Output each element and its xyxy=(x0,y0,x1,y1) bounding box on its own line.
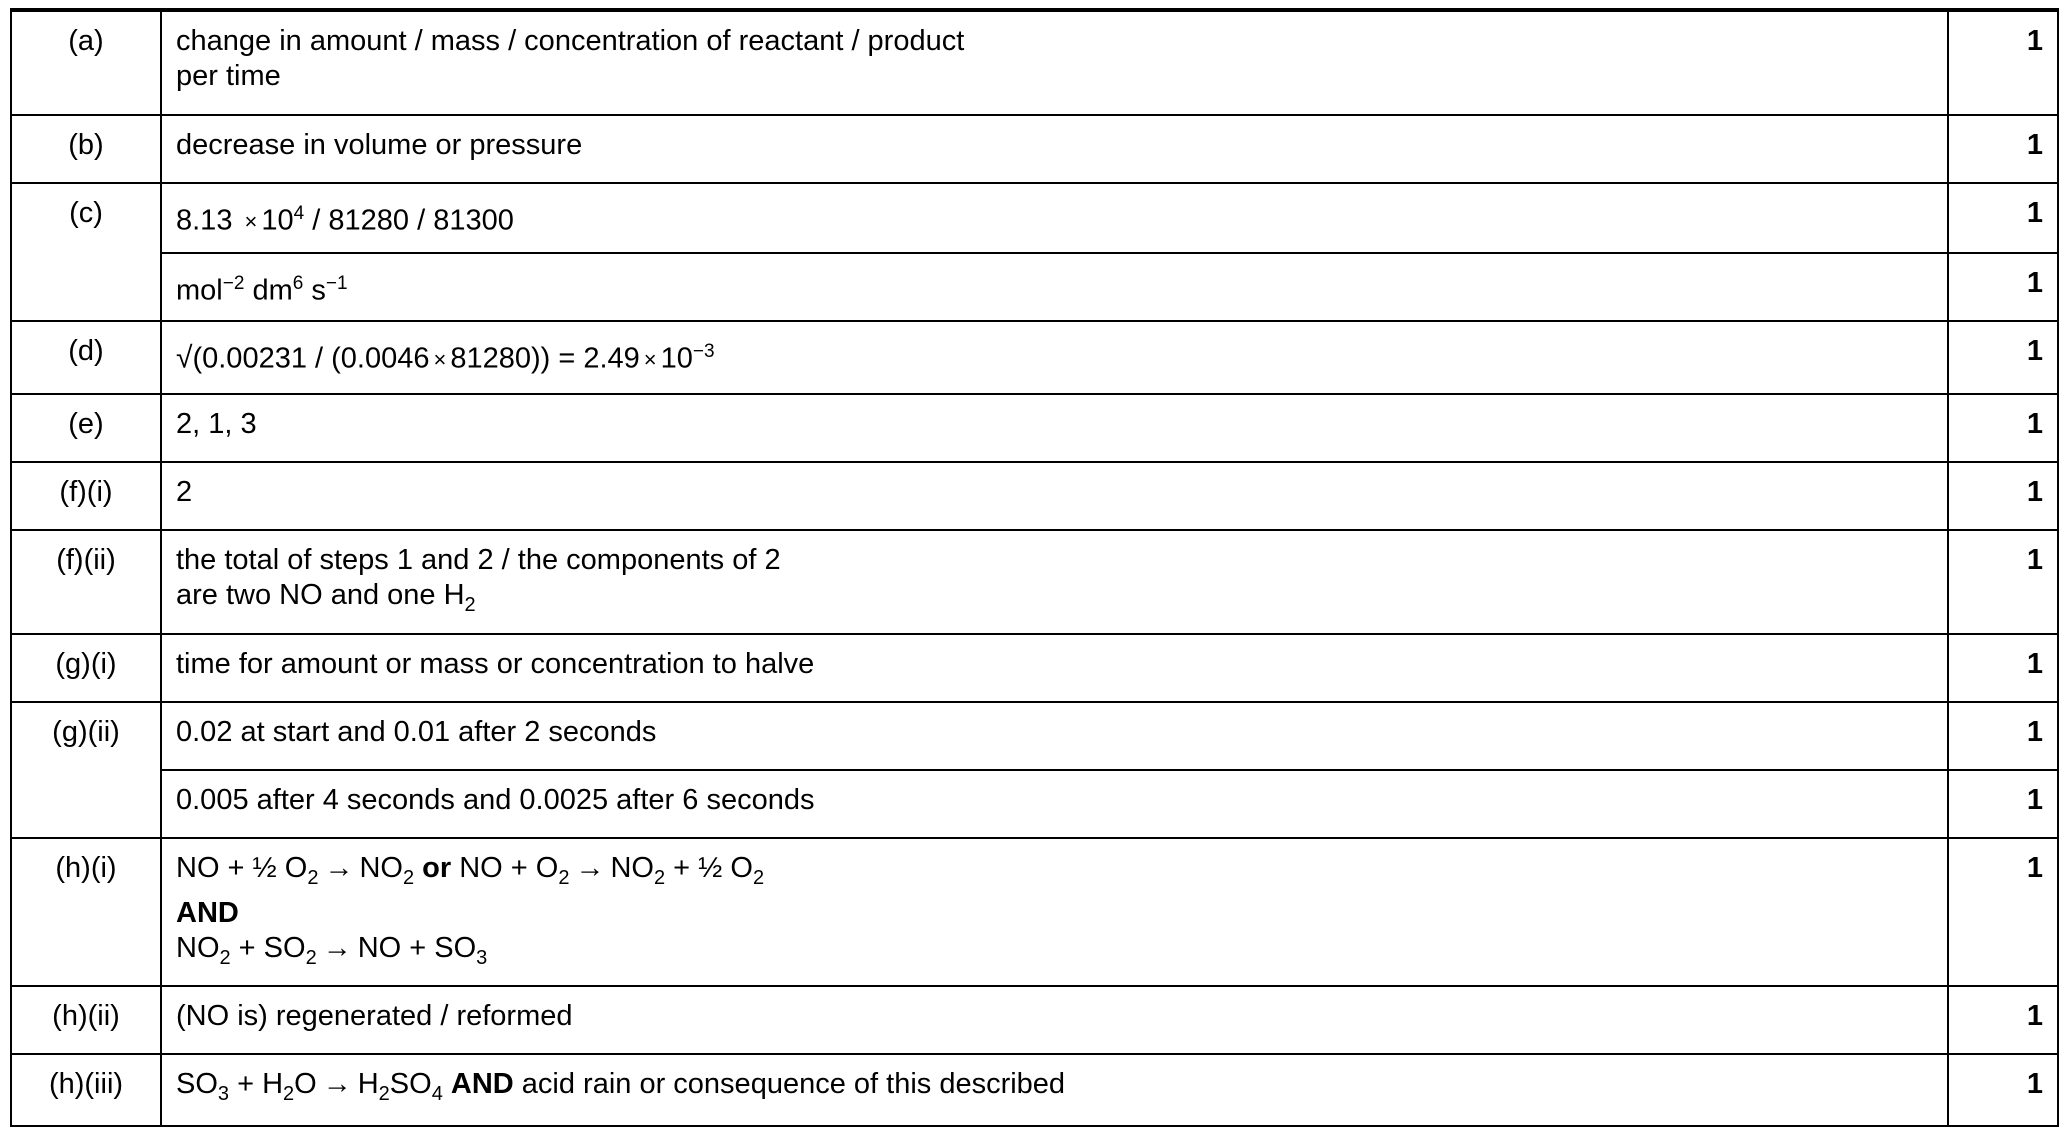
reaction-arrow: → xyxy=(575,851,605,884)
question-number: (h)(ii) xyxy=(11,986,161,1054)
times-sign: × xyxy=(244,208,258,234)
question-number: (f)(ii) xyxy=(11,530,161,634)
answer-line: 0.02 at start and 0.01 after 2 seconds xyxy=(176,715,657,748)
answer-text: 10 xyxy=(660,342,693,375)
times-sign: × xyxy=(433,346,447,372)
mark-cell: 1 xyxy=(1948,702,2058,770)
question-number: (f)(i) xyxy=(11,462,161,530)
answer-cell xyxy=(161,115,1948,183)
mark-cell: 1 xyxy=(1948,253,2058,321)
table-row xyxy=(11,634,2058,702)
answer-cell xyxy=(161,986,1948,1054)
answer-text: (0.00231 / (0.0046 xyxy=(192,342,430,375)
question-number: (g)(i) xyxy=(11,634,161,702)
mark-cell: 1 xyxy=(1948,321,2058,394)
reaction-arrow: → xyxy=(322,1068,352,1101)
exponent: 4 xyxy=(293,203,305,224)
mark-cell: 1 xyxy=(1948,115,2058,183)
table-row xyxy=(11,253,2058,321)
question-number: (a) xyxy=(11,11,161,115)
equation-line: NO + ½ $O_2 \to NO_2$ or NO + $O_2 \to NO_2$ + ½ $O_2$ xyxy=(176,851,765,889)
answer-line xyxy=(176,578,1933,623)
answer-cell xyxy=(161,702,1948,770)
table-row xyxy=(11,321,2058,394)
times-sign: × xyxy=(643,346,657,372)
answer-cell xyxy=(161,253,1948,321)
answer-line: the total of steps 1 and 2 / the components of 2 xyxy=(176,544,781,576)
answer-cell xyxy=(161,394,1948,462)
answer-cell xyxy=(161,11,1948,115)
answer-cell xyxy=(161,634,1948,702)
answer-text: 8.13 xyxy=(176,204,233,237)
and-keyword: AND xyxy=(176,896,239,929)
answer-text: are two NO and one H xyxy=(176,579,465,611)
table-row xyxy=(11,462,2058,530)
exponent: −3 xyxy=(692,341,715,362)
question-number: (h)(i) xyxy=(11,838,161,987)
answer-cell xyxy=(161,530,1948,634)
table-row xyxy=(11,530,2058,634)
mark-cell: 1 xyxy=(1948,986,2058,1054)
and-keyword: AND xyxy=(450,1068,514,1101)
mark-cell: 1 xyxy=(1948,11,2058,115)
answer-cell: $SO_3 + H_2O \to H_2SO_4$ AND acid rain or consequence of this described xyxy=(161,1054,1948,1126)
answer-line: change in amount / mass / concentration of reactant / product xyxy=(176,25,965,57)
table-row xyxy=(11,1054,2058,1126)
answer-line: time for amount or mass or concentration to halve xyxy=(176,647,815,680)
subscript: 2 xyxy=(464,593,476,616)
mark-cell: 1 xyxy=(1948,770,2058,838)
exponent: −2 xyxy=(222,273,245,294)
table-row xyxy=(11,183,2058,253)
mark-cell: 1 xyxy=(1948,530,2058,634)
answer-line: per time xyxy=(176,60,281,92)
answer-cell xyxy=(161,838,1948,987)
reaction-arrow: → xyxy=(322,931,352,964)
answer-text: s xyxy=(303,274,326,307)
table-row xyxy=(11,770,2058,838)
answer-line: (NO is) regenerated / reformed xyxy=(176,1000,573,1033)
mark-cell: 1 xyxy=(1948,634,2058,702)
answer-text: / 81280 / 81300 xyxy=(304,204,514,237)
equation-line: $NO_2 + SO_2$ → NO + $SO_3$ xyxy=(176,931,488,969)
mark-cell: 1 xyxy=(1948,183,2058,253)
table-row xyxy=(11,394,2058,462)
table-row xyxy=(11,986,2058,1054)
answer-cell xyxy=(161,321,1948,394)
table-row xyxy=(11,11,2058,115)
square-root-sign: √ xyxy=(176,341,193,375)
or-keyword: or xyxy=(422,851,452,884)
answer-cell xyxy=(161,462,1948,530)
reaction-arrow: → xyxy=(324,851,354,884)
question-number: (g)(ii) xyxy=(11,702,161,838)
answer-cell xyxy=(161,183,1948,253)
answer-line: 2, 1, 3 xyxy=(176,408,257,440)
answer-text: dm xyxy=(244,274,293,307)
question-number: (e) xyxy=(11,394,161,462)
mark-cell: 1 xyxy=(1948,1054,2058,1126)
mark-cell: 1 xyxy=(1948,838,2058,987)
exponent: 6 xyxy=(292,273,304,294)
mark-scheme-table xyxy=(10,8,2059,1127)
answer-line: decrease in volume or pressure xyxy=(176,129,583,161)
question-number: (b) xyxy=(11,115,161,183)
mark-cell: 1 xyxy=(1948,394,2058,462)
answer-text: mol xyxy=(176,274,223,307)
table-row xyxy=(11,115,2058,183)
question-number: (c) xyxy=(11,183,161,321)
answer-text: 10 xyxy=(261,204,294,237)
table-row xyxy=(11,702,2058,770)
table-row xyxy=(11,838,2058,987)
answer-text: 81280)) = 2.49 xyxy=(450,342,640,375)
exponent: −1 xyxy=(325,273,348,294)
question-number: (h)(iii) xyxy=(11,1054,161,1126)
answer-line: 2 xyxy=(176,476,193,508)
answer-line: 0.005 after 4 seconds and 0.0025 after 6 seconds xyxy=(176,783,815,816)
question-number: (d) xyxy=(11,321,161,394)
mark-cell: 1 xyxy=(1948,462,2058,530)
answer-cell xyxy=(161,770,1948,838)
